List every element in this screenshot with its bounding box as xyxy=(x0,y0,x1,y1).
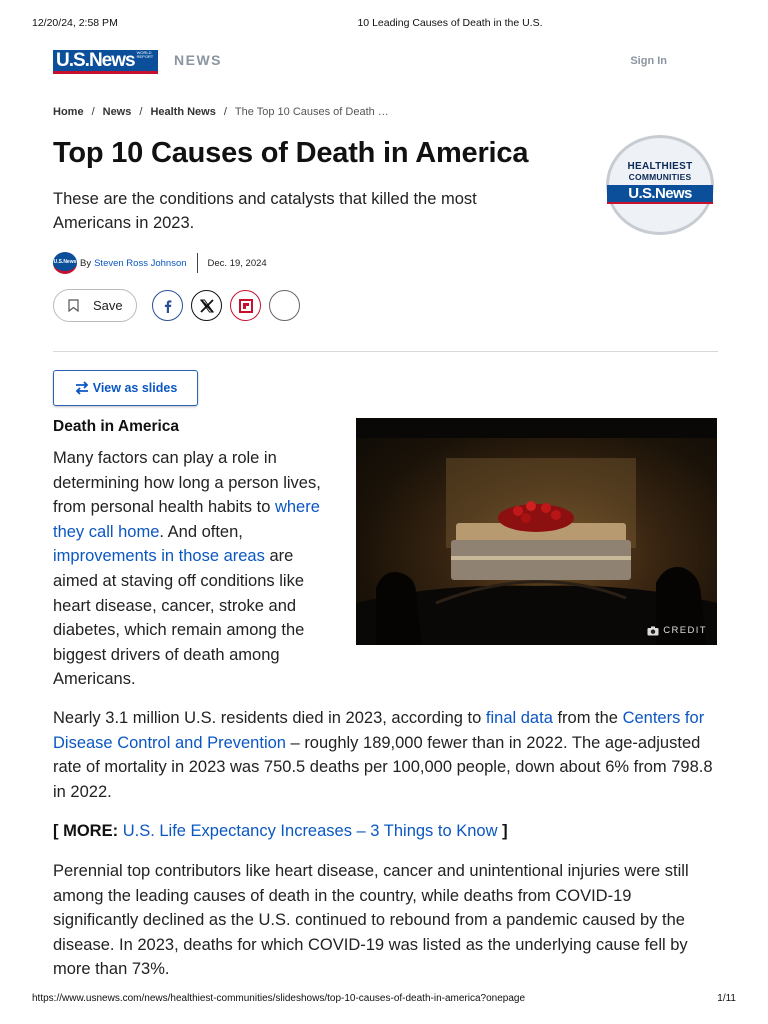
more-label: MORE: xyxy=(63,822,119,840)
breadcrumb xyxy=(53,106,389,118)
intro-text-2: . And often, xyxy=(159,522,243,541)
more-related-link-line xyxy=(53,819,718,844)
badge-line-2: COMMUNITIES xyxy=(628,171,692,182)
more-bracket-close: ] xyxy=(497,822,508,840)
byline-divider xyxy=(197,253,198,273)
more-bracket-open: [ xyxy=(53,822,64,840)
usnews-logo[interactable] xyxy=(53,50,158,74)
facebook-share-button[interactable] xyxy=(152,290,183,321)
intro-text-3: are aimed at staving off conditions like heart disease, cancer, stroke and diabetes, which remain among the biggest drivers of death among Americans. xyxy=(53,547,305,689)
print-url: https://www.usnews.com/news/healthiest-communities/slideshows/top-10-causes-of-death-in-america?onepage xyxy=(32,993,526,1004)
print-page-number: 1/11 xyxy=(717,993,736,1004)
section-nav-news[interactable]: NEWS xyxy=(174,52,222,68)
article-dek: These are the conditions and catalysts that killed the most Americans in 2023. xyxy=(53,190,477,232)
where-they-call-home-link[interactable]: where they call home xyxy=(53,498,320,541)
save-button[interactable] xyxy=(53,289,137,322)
section-heading: Death in America xyxy=(53,418,180,435)
badge-line-1: HEALTHIEST xyxy=(627,160,693,172)
print-datetime: 12/20/24, 2:58 PM xyxy=(32,17,118,29)
body-paragraph-3: Perennial top contributors like heart disease, cancer and unintentional injuries were still among the leading causes of death in the country, while deaths from COVID-19 significantly declined as the U.S. continued to rebound from a pandemic caused by the disease. In 2023, deaths for which COVID-19 was listed as the underlying cause fell by more than 73%. xyxy=(53,862,689,979)
para1-text-2: from the xyxy=(552,709,623,727)
x-share-button[interactable] xyxy=(191,290,222,321)
final-data-link[interactable]: final data xyxy=(485,709,553,727)
facebook-icon xyxy=(161,299,175,313)
view-as-slides-label: View as slides xyxy=(92,381,178,395)
breadcrumb-home[interactable]: Home xyxy=(53,106,84,118)
photo-illustration xyxy=(356,418,717,645)
cdc-link[interactable]: Centers for Disease Control and Prevention xyxy=(53,709,705,752)
camera-icon xyxy=(647,626,659,636)
flipboard-icon xyxy=(239,299,253,313)
article-actions xyxy=(53,289,300,322)
improvements-link[interactable]: improvements in those areas xyxy=(53,547,265,566)
byline-by: By xyxy=(80,257,92,269)
breadcrumb-separator: / xyxy=(223,106,227,118)
para1-text-1: Nearly 3.1 million U.S. residents died in 2023, according to xyxy=(53,709,486,727)
print-title: 10 Leading Causes of Death in the U.S. xyxy=(357,17,543,29)
breadcrumb-current: The Top 10 Causes of Death … xyxy=(234,106,389,118)
intro-text-1: Many factors can play a role in determining how long a person lives, from personal health habits to xyxy=(53,449,321,517)
avatar[interactable]: U.S.News xyxy=(53,252,77,274)
para1-text-3: – roughly 189,000 fewer than in 2022. The age-adjusted rate of mortality in 2023 was 750.5 deaths per 100,000 people, down about 6% from 798.8 in 2022. xyxy=(53,733,713,801)
breadcrumb-health-news[interactable]: Health News xyxy=(150,106,216,118)
swap-arrows-icon xyxy=(74,381,90,395)
logo-wordmark: U.S.News xyxy=(56,49,135,71)
breadcrumb-news[interactable]: News xyxy=(102,106,132,118)
breadcrumb-separator: / xyxy=(91,106,95,118)
bookmark-icon xyxy=(68,299,79,312)
author-link[interactable]: Steven Ross Johnson xyxy=(94,257,187,269)
photo-credit-button[interactable] xyxy=(647,625,707,636)
funeral-casket-photo xyxy=(356,418,717,645)
credit-label: CREDIT xyxy=(663,625,707,636)
page-title: Top 10 Causes of Death in America xyxy=(53,137,529,169)
badge-line-3: U.S.News xyxy=(607,185,713,204)
healthiest-communities-badge[interactable] xyxy=(606,135,714,235)
masthead xyxy=(53,50,718,76)
divider xyxy=(53,351,718,352)
byline xyxy=(53,252,267,274)
sign-in-link[interactable]: Sign In xyxy=(630,55,667,67)
publish-date: Dec. 19, 2024 xyxy=(207,257,267,269)
x-twitter-icon xyxy=(199,298,215,314)
view-as-slides-button[interactable] xyxy=(53,370,198,406)
logo-small-text: WORLD REPORT xyxy=(136,49,154,59)
more-share-button[interactable] xyxy=(269,290,300,321)
breadcrumb-separator: / xyxy=(139,106,143,118)
flipboard-share-button[interactable] xyxy=(230,290,261,321)
life-expectancy-link[interactable]: U.S. Life Expectancy Increases – 3 Things to Know xyxy=(122,822,498,840)
intro-paragraph xyxy=(53,446,323,692)
save-button-label: Save xyxy=(93,298,123,313)
body-paragraph-1 xyxy=(53,706,718,804)
